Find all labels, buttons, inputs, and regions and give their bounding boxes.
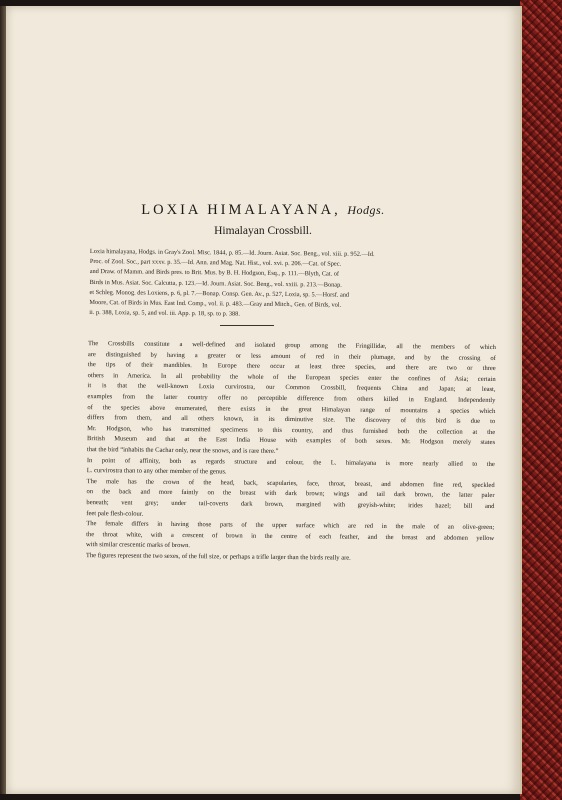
synonymy-line: Loxia himalayana, Hodgs. in Gray's Zool. Misc. 1844, p. 85.—Id. Journ. Asiat. Soc. Beng., vol. xiii. p. 952.—Id. — [89, 247, 375, 258]
synonymy-block — [89, 247, 492, 323]
text-line: The figures represent the two sexes, of the full size, or perhaps a trifle larger than the birds really are. — [85, 551, 351, 562]
book-binding-edge — [520, 0, 562, 800]
text-line: beneath; vent grey; under tail-coverts dark brown, margined with greyish-white; irides hazel; bill and — [86, 498, 495, 510]
species-title — [6, 202, 520, 219]
text-line: that the bird “inhabits the Cachar only, near the snows, and is rare there.” — [86, 446, 279, 455]
text-line: the throat white, with a crescent of brown in the centre of each feather, and the breast and abdomen yellow — [86, 530, 495, 542]
section-divider — [220, 325, 274, 326]
text-line: it is that the well-known Loxia curvirostra, our Common Crossbill, frequents China and Japan; at least, — [87, 382, 496, 394]
text-line: differs from them, and all others known, in its diminutive size. The discovery of this bird is due to — [87, 414, 496, 426]
species-title-author: Hodgs. — [347, 203, 385, 217]
paragraph-male — [76, 477, 494, 523]
text-line: In point of affinity, both as regards structure and colour, the L. himalayana is more nearly allied to the — [86, 456, 495, 468]
text-line: of the species above enumerated, there exists in the great Himalayan range of mountains a species which — [87, 403, 496, 415]
text-line: The Crossbills constitute a well-defined and isolated group among the Fringillidæ, all the members of which — [87, 340, 496, 352]
paragraph-intro — [77, 339, 496, 460]
common-name: Himalayan Crossbill. — [214, 225, 312, 237]
text-line: examples from the latter country offer no perceptible difference from others killed in England. Independently — [87, 393, 496, 404]
synonymy-line: Moore, Cat. of Birds in Mus. East Ind. Comp., vol. ii. p. 483.—Gray and Mitch., Gen. of Birds, vol. — [89, 299, 342, 309]
text-line: L. curvirostra than to any other member of the genus. — [86, 467, 227, 476]
text-line: are distinguished by having a greater or less amount of red in their plumage, and by the crossing of — [87, 350, 496, 362]
synonymy-line: et Schleg. Monog. des Loxiens, p. 6, pl. 7.—Bonap. Consp. Gen. Av., p. 527, Loxia, sp. 5.—Horsf. and — [89, 288, 350, 299]
book-page — [6, 6, 522, 794]
text-line: Mr. Hodgson, who has transmitted specimens to this country, and thus furnished both the collection at the — [87, 424, 496, 436]
synonymy-line: ii. p. 388, Loxia, sp. 5, and vol. iii. App. p. 18, sp. to p. 388. — [89, 309, 240, 318]
paragraph-female — [76, 519, 494, 555]
text-line: on the back and more faintly on the breast with dark brown; wings and tail dark brown, the latter paler — [86, 488, 495, 500]
synonymy-line: Birds in Mus. Asiat. Soc. Calcutta, p. 123.—Id. Journ. Asiat. Soc. Beng., vol. xxiii. p. 213.—Bonap. — [89, 278, 342, 289]
text-line: The male has the crown of the head, back, scapularies, face, throat, breast, and abdomen fine red, speckled — [86, 477, 495, 489]
text-line: feet pale flesh-colour. — [86, 509, 144, 518]
text-line: with similar crescentic marks of brown. — [85, 541, 191, 550]
species-title-main: LOXIA HIMALAYANA, — [141, 202, 341, 218]
text-line: the tips of their mandibles. In Europe there occur at least three species, and there are two or three — [87, 361, 496, 373]
text-line: British Museum and that at the East India House with examples of both sexes. Mr. Hodgson merely states — [87, 435, 496, 447]
synonymy-line: and Draw. of Mamm. and Birds pres. to Brit. Mus. by B. H. Hodgson, Esq., p. 111.—Blyth, Cat. of — [89, 268, 340, 279]
description-body — [76, 339, 496, 565]
text-line: The female differs in having those parts of the upper surface which are red in the male of an olive-green; — [86, 520, 495, 532]
text-line: others in America. In all probability the whole of the European species enter the confines of Asia; certain — [87, 371, 496, 383]
synonymy-line: Proc. of Zool. Soc., part xxxv. p. 35.—Id. Ann. and Mag. Nat. Hist., vol. xvi. p. 206.—Cat. of Spec. — [89, 258, 342, 268]
